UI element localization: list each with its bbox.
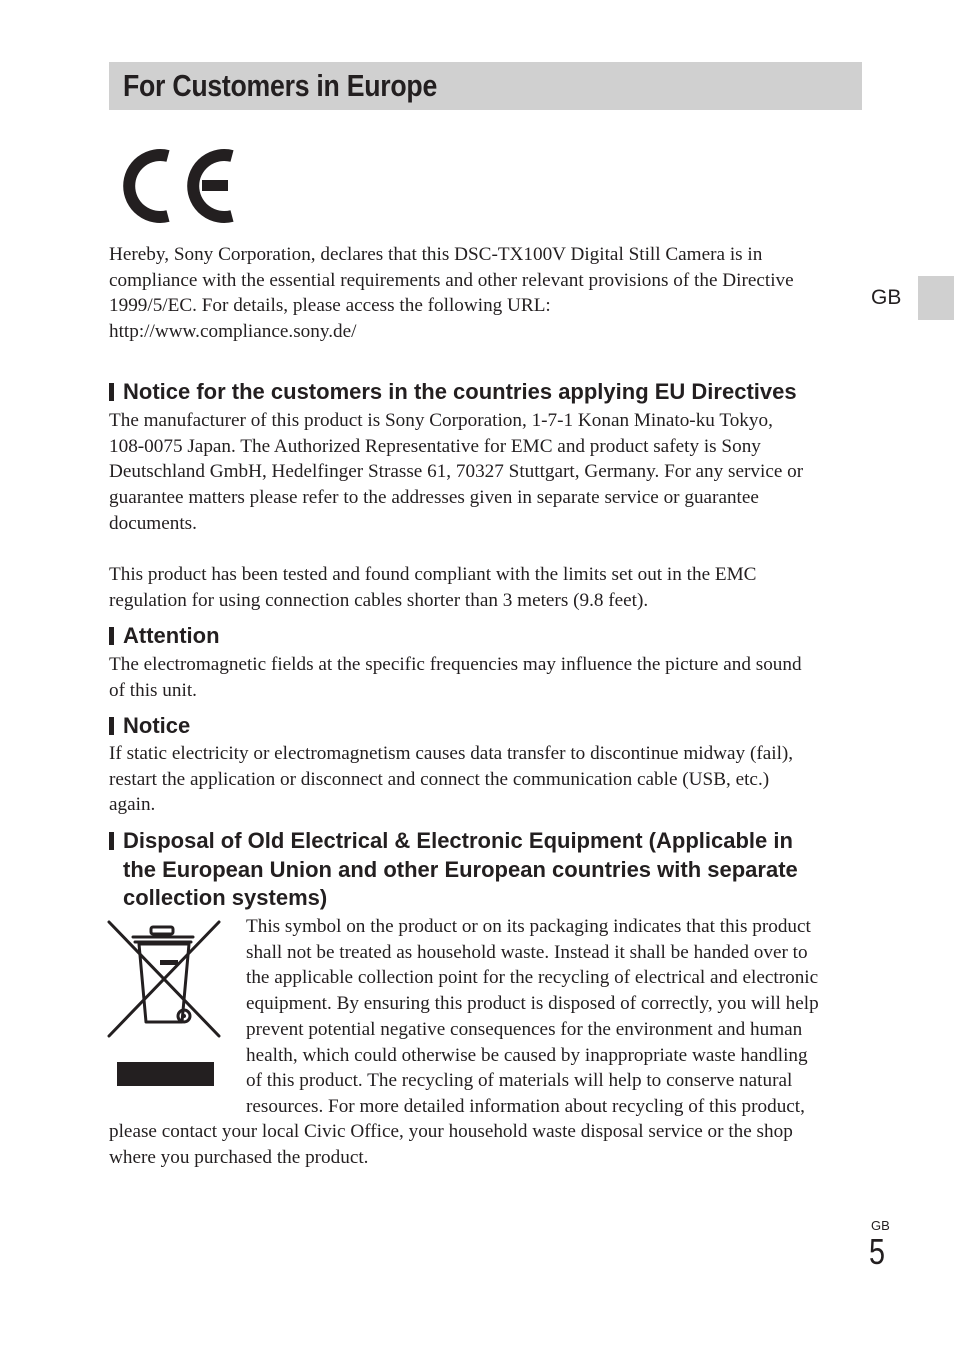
heading-text: Disposal of Old Electrical & Electronic Equipment (Applicable in the European Union and other European countries with separate collection systems) <box>123 828 798 910</box>
heading-bar-marker <box>109 383 114 401</box>
heading-bar-marker <box>109 717 114 735</box>
heading-bar-marker <box>109 627 114 645</box>
footer-language-code: GB <box>871 1218 890 1233</box>
side-tab-label: GB <box>871 286 902 309</box>
ce-mark-icon <box>116 142 236 230</box>
notice-paragraph: If static electricity or electromagnetism causes data transfer to discontinue midway (fail), restart the application or disconnect and connect the communication cable (USB, etc.) again. <box>109 743 794 816</box>
disposal-paragraph-wrapped: This symbol on the product or on its packaging indicates that this product shall not be treated as household waste. Instead it shall be handed over to the applicable collection point for the recycling of electrical and electronic equipment. By ensuring this product is disposed of correctly, you will help prevent potential negative consequences for the environment and human health, which could otherwise be caused by inappropriate waste handling of this product. The recycling of materials will help to conserve natural resources. For more detailed information about recycling of this product, <box>246 916 819 1117</box>
heading-disposal <box>109 827 869 913</box>
section-title-bar <box>109 62 862 110</box>
emc-paragraph: This product has been tested and found compliant with the limits set out in the EMC regulation for using connection cables shorter than 3 meters (9.8 feet). <box>109 564 757 611</box>
crossed-out-wheelie-bin-icon <box>107 918 223 1088</box>
heading-text: Notice <box>123 713 191 738</box>
heading-text: Notice for the customers in the countries applying EU Directives <box>123 379 797 404</box>
manufacturer-paragraph: The manufacturer of this product is Sony Corporation, 1-7-1 Konan Minato-ku Tokyo, 108-0075 Japan. The Authorized Representative for EMC and product safety is Sony Deutschland GmbH, Hedelfinger Strasse 61, 70327 Stuttgart, Germany. For any service or guarantee matters please refer to the addresses given in separate service or guarantee documents. <box>109 410 804 534</box>
heading-eu-directives <box>109 378 869 407</box>
disposal-paragraph-continued: please contact your local Civic Office, your household waste disposal service or the shop where you purchased the product. <box>109 1121 793 1168</box>
heading-bar-marker <box>109 832 114 850</box>
heading-text: Attention <box>123 623 220 648</box>
heading-notice <box>109 712 869 741</box>
side-tab-marker <box>918 276 954 320</box>
page-number: 5 <box>869 1231 886 1272</box>
heading-attention <box>109 622 869 651</box>
page-title: For Customers in Europe <box>123 68 438 103</box>
declaration-paragraph: Hereby, Sony Corporation, declares that this DSC-TX100V Digital Still Camera is in compliance with the essential requirements and other relevant provisions of the Directive 1999/5/EC. For details, please access the following URL: http://www.compliance.sony.de/ <box>109 244 794 343</box>
attention-paragraph: The electromagnetic fields at the specific frequencies may influence the picture and sound of this unit. <box>109 654 802 701</box>
